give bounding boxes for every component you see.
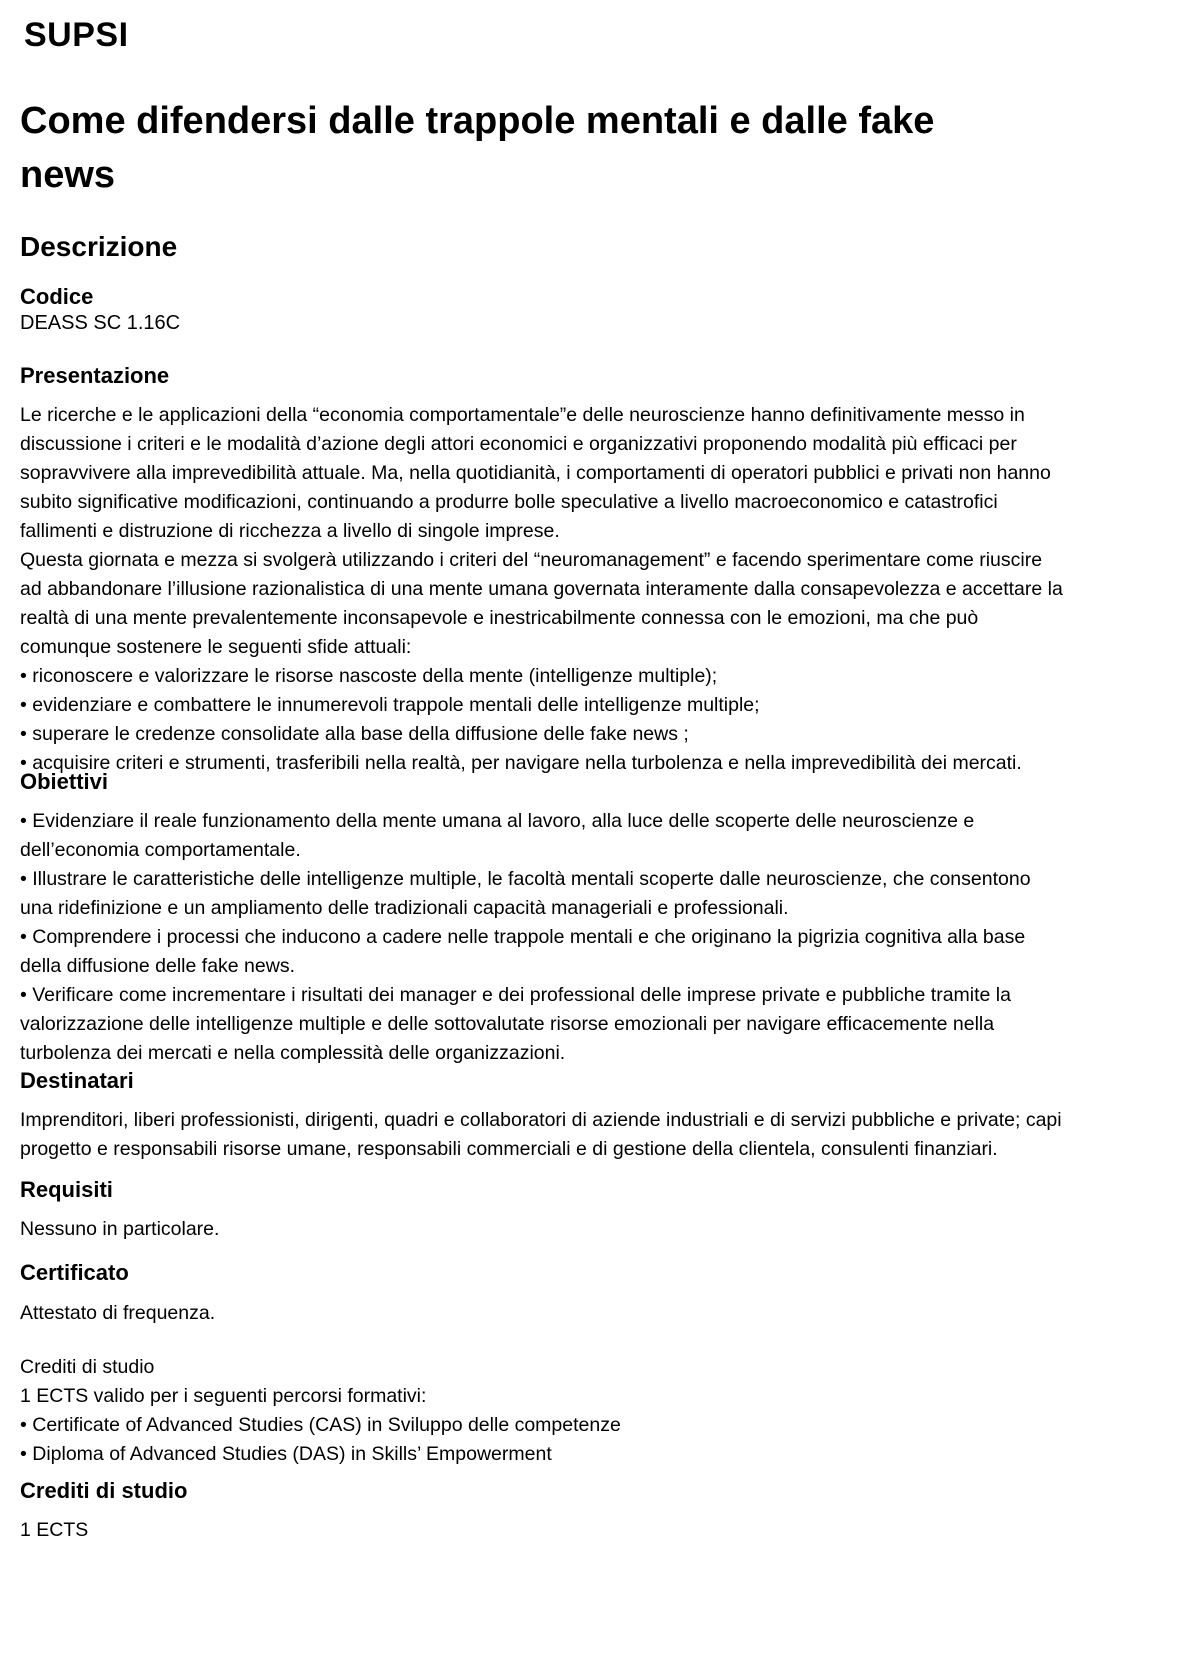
paragraph-crediti (20, 1516, 1170, 1545)
paragraph-destinatari (20, 1106, 1170, 1164)
heading-requisiti: Requisiti (20, 1177, 113, 1202)
text-line: progetto e responsabili risorse umane, responsabili commerciali e di gestione della clientela, consulenti finanziari. (20, 1138, 998, 1160)
list-item: • Comprendere i processi che inducono a cadere nelle trappole mentali e che originano la pigrizia cognitiva alla base (20, 926, 1026, 948)
list-item: • acquisire criteri e strumenti, trasferibili nella realtà, per navigare nella turbolenza e nella imprevedibilità dei mercati. (20, 752, 1022, 774)
page-title (20, 94, 980, 202)
text-line: subito significative modificazioni, continuando a produrre bolle speculative a livello macroeconomico e catastrofici (20, 491, 998, 513)
paragraph-presentazione (20, 401, 1170, 778)
heading-destinatari: Destinatari (20, 1068, 134, 1093)
text-line: Attestato di frequenza. (20, 1302, 216, 1324)
list-item: • Illustrare le caratteristiche delle intelligenze multiple, le facoltà mentali scoperte dalle neuroscienze, che consentono (20, 868, 1031, 890)
text-line: della diffusione delle fake news. (20, 955, 295, 977)
text-line: Imprenditori, liberi professionisti, dirigenti, quadri e collaboratori di aziende industriali e di servizi pubbliche e private; capi (20, 1109, 1062, 1131)
list-item: • Certificate of Advanced Studies (CAS) in Sviluppo delle competenze (20, 1414, 621, 1436)
heading-certificato: Certificato (20, 1260, 129, 1285)
text-line: turbolenza dei mercati e nella complessità delle organizzazioni. (20, 1042, 566, 1064)
list-item: • Verificare come incrementare i risultati dei manager e dei professional delle imprese private e pubbliche tramite la (20, 984, 1011, 1006)
list-item: • superare le credenze consolidate alla base della diffusione delle fake news ; (20, 723, 689, 745)
text-line: Crediti di studio (20, 1356, 155, 1378)
text-line: una ridefinizione e un ampliamento delle tradizionali capacità manageriali e professionali. (20, 897, 789, 919)
text-line: Questa giornata e mezza si svolgerà utilizzando i criteri del “neuromanagement” e facendo sperimentare come riuscire (20, 549, 1043, 571)
text-line: discussione i criteri e le modalità d’azione degli attori economici e organizzativi proponendo modalità più efficaci per (20, 433, 1017, 455)
paragraph-certificato-crediti (20, 1353, 1170, 1469)
text-line: valorizzazione delle intelligenze multiple e delle sottovalutate risorse emozionali per navigare efficacemente nella (20, 1013, 995, 1035)
heading-crediti: Crediti di studio (20, 1478, 188, 1503)
text-line: Nessuno in particolare. (20, 1218, 220, 1240)
paragraph-obiettivi (20, 807, 1170, 1068)
heading-obiettivi: Obiettivi (20, 769, 109, 794)
text-line: Le ricerche e le applicazioni della “economia comportamentale”e delle neuroscienze hanno definitivamente messo in (20, 404, 1025, 426)
text-line: sopravvivere alla imprevedibilità attuale. Ma, nella quotidianità, i comportamenti di operatori pubblici e privati non hanno (20, 462, 1051, 484)
heading-presentazione: Presentazione (20, 363, 170, 388)
page-title-line: Come difendersi dalle trappole mentali e dalle fake (20, 100, 935, 142)
text-line: ad abbandonare l’illusione razionalistica di una mente umana governata interamente dalla consapevolezza e accettare la (20, 578, 1063, 600)
text-line: comunque sostenere le seguenti sfide attuali: (20, 636, 412, 658)
logo: SUPSI (24, 16, 129, 54)
code-value: DEASS SC 1.16C (20, 312, 181, 334)
text-line: 1 ECTS (20, 1519, 89, 1541)
list-item: • Diploma of Advanced Studies (DAS) in Skills’ Empowerment (20, 1443, 552, 1465)
list-item: • riconoscere e valorizzare le risorse nascoste della mente (intelligenze multiple); (20, 665, 718, 687)
list-item: • Evidenziare il reale funzionamento della mente umana al lavoro, alla luce delle scoperte delle neuroscienze e (20, 810, 975, 832)
text-line: 1 ECTS valido per i seguenti percorsi formativi: (20, 1385, 427, 1407)
text-line: dell’economia comportamentale. (20, 839, 301, 861)
paragraph-certificato (20, 1299, 1170, 1328)
text-line: fallimenti e distruzione di ricchezza a livello di singole imprese. (20, 520, 560, 542)
section-title-descrizione: Descrizione (20, 231, 178, 262)
text-line: realtà di una mente prevalentemente inconsapevole e inestricabilmente connessa con le emozioni, ma che può (20, 607, 979, 629)
page-title-line: news (20, 154, 116, 196)
code-label: Codice (20, 284, 94, 309)
paragraph-requisiti (20, 1215, 1170, 1244)
list-item: • evidenziare e combattere le innumerevoli trappole mentali delle intelligenze multiple; (20, 694, 760, 716)
